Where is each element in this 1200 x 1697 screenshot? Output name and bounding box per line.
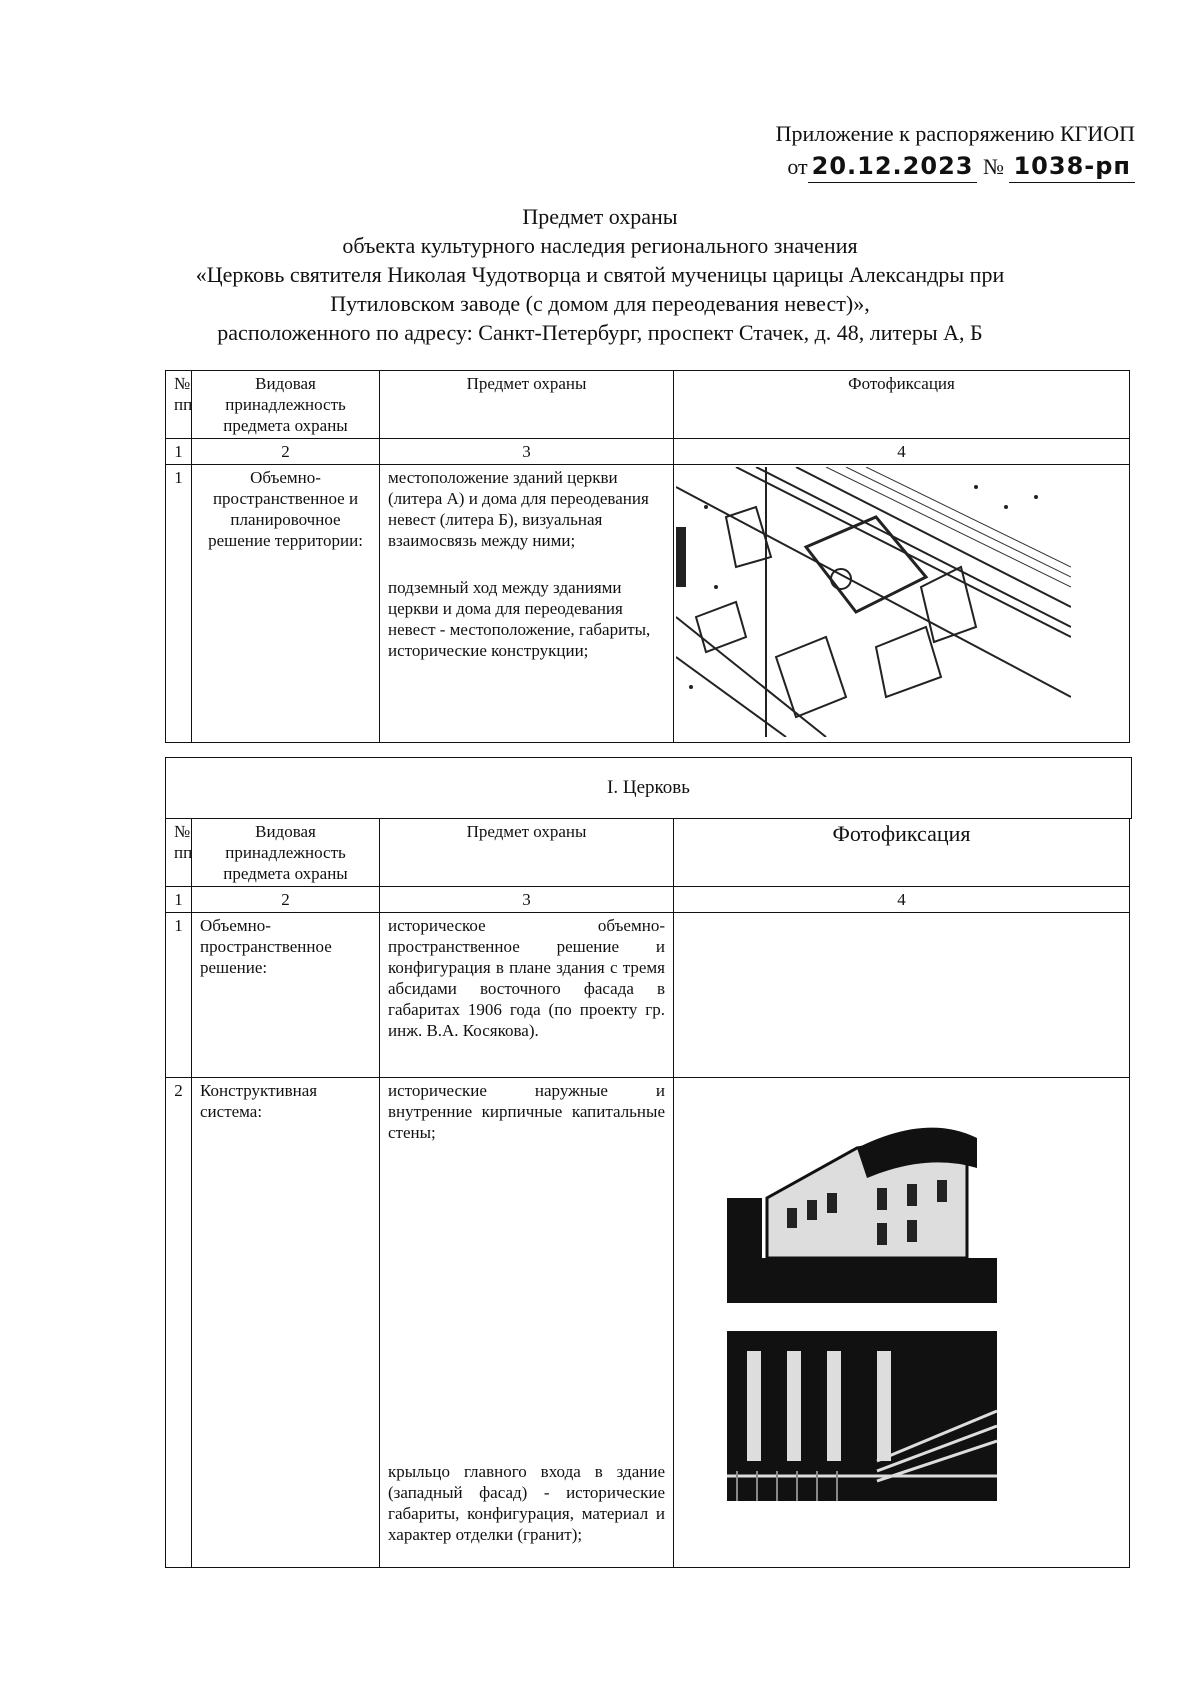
order-date: 20.12.2023: [808, 150, 978, 183]
order-line: от 20.12.2023 № 1038-рп: [776, 150, 1135, 183]
section-title: I. Церковь: [165, 757, 1132, 819]
header-row: [166, 371, 1130, 439]
order-number: 1038-рп: [1009, 150, 1135, 183]
table-row: 1 Объемно-пространственное решение: историческое объемно-пространственное решение и конфигурация в плане здания с тремя абсидами восточного фасада в габаритах 1906 года (по проекту гр. инж. В.А. Косякова).: [166, 913, 1130, 1078]
number-row: 1 2 3 4: [166, 439, 1130, 465]
church-table: [165, 818, 1130, 1568]
site-plan-image: [676, 467, 1071, 737]
number-row: 1 2 3 4: [166, 887, 1130, 913]
col-photo: Фотофиксация: [674, 371, 1130, 439]
col-kind: Видовая принадлежность предмета охраны: [192, 371, 380, 439]
document-title: Предмет охраны объекта культурного наследия регионального значения «Церковь святителя Николая Чудотворца и святой мученицы царицы Александры при Путиловском заводе (с домом для переодевания невест)», расположенного по адресу: Санкт-Петербург, проспект Стачек, д. 48, литеры А, Б: [195, 204, 1005, 345]
col-kind: Видовая принадлежность предмета охраны: [192, 819, 380, 887]
col-no: № пп: [166, 371, 192, 439]
building-photo: [727, 1108, 997, 1303]
col-subject: Предмет охраны: [380, 819, 674, 887]
appendix-header: [776, 118, 1135, 183]
table-row: 2 Конструктивная система: исторические наружные и внутренние кирпичные капитальные стены; крыльцо главного входа в здание (западный фасад) - исторические габариты, конфигурация, материал и характер отделки (гранит);: [166, 1078, 1130, 1568]
table-row: 1 Объемно-пространственное и планировочное решение территории: местоположение зданий церкви (литера А) и дома для переодевания невест (литера Б), визуальная взаимосвязь между ними; подземный ход между зданиями церкви и дома для переодевания невест - местоположение, габариты, исторические конструкции;: [166, 465, 1130, 743]
territory-table: [165, 370, 1130, 743]
header-row: [166, 819, 1130, 887]
col-no: № пп: [166, 819, 192, 887]
col-subject: Предмет охраны: [380, 371, 674, 439]
porch-photo: [727, 1331, 997, 1501]
col-photo: Фотофиксация: [674, 819, 1130, 887]
appendix-title: Приложение к распоряжению КГИОП: [775, 121, 1135, 146]
